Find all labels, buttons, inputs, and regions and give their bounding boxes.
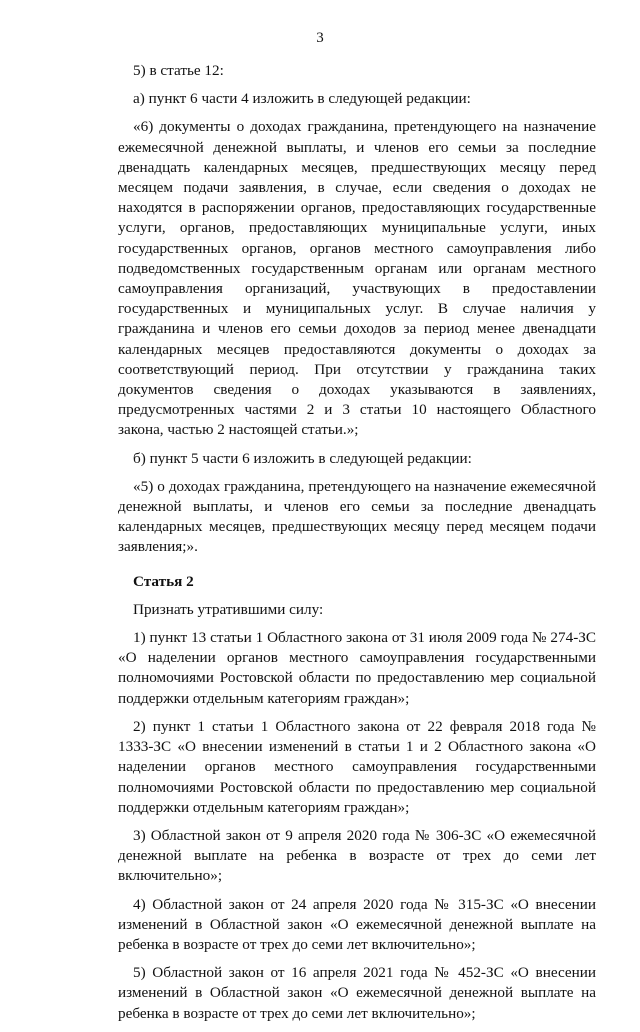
paragraph: 5) в статье 12: <box>133 62 224 79</box>
paragraph: Признать утратившими силу: <box>133 600 324 618</box>
list-item: 2) пункт 1 статьи 1 Областного закона от 22 февраля 2018 года № 1333-ЗС «О внесении изменений в статьи 1 и 2 Областного закона «О наделении органов местного самоуправления государственными полномочиями Ростовской области по предоставлению мер социальной поддержки отдельным категориям граждан»; <box>118 717 596 816</box>
list-item: 5) Областной закон от 16 апреля 2021 года № 452-ЗС «О внесении изменений в Областной закон «О ежемесячной денежной выплате на ребенка в возрасте от трех до семи лет включительно»; <box>118 964 596 1022</box>
list-item: 1) пункт 13 статьи 1 Областного закона от 31 июля 2009 года № 274-ЗС «О наделении органов местного самоуправления государственными полномочиями Ростовской области по предоставлению мер социальной поддержки отдельным категориям граждан»; <box>118 629 596 707</box>
paragraph: б) пункт 5 части 6 изложить в следующей редакции: <box>133 449 472 467</box>
paragraph: «5) о доходах гражданина, претендующего на назначение ежемесячной денежной выплаты, и членов его семьи за последние двенадцать календарных месяцев, предшествующих месяцу перед месяцем подачи заявления;». <box>118 477 596 556</box>
list-item: 4) Областной закон от 24 апреля 2020 года № 315-ЗС «О внесении изменений в Областной закон «О ежемесячной денежной выплате на ребенка в возрасте от трех до семи лет включительно»; <box>118 895 596 953</box>
document-body <box>118 61 596 1032</box>
list-item: 3) Областной закон от 9 апреля 2020 года № 306-ЗС «О ежемесячной денежной выплате на ребенка в возрасте от трех до семи лет включительно»; <box>118 826 596 885</box>
paragraph: а) пункт 6 части 4 изложить в следующей редакции: <box>133 90 471 108</box>
page-number: 3 <box>316 30 324 46</box>
paragraph: «6) документы о доходах гражданина, претендующего на назначение ежемесячной денежной выплаты, и членов его семьи за последние двенадцать календарных месяцев, предшествующих месяцу перед месяцем подачи заявления, в случае, если сведения о доходах не находятся в распоряжении органов, предоставляющих государственные услуги, органов, предоставляющих муниципальные услуги, иных государственных органов, органов местного самоуправления либо подведомственных государственным органам или органам местного самоуправления организаций, участвующих в предоставлении государственных и муниципальных услуг. В случае наличия у гражданина и членов его семьи доходов за период менее двенадцати календарных месяцев предоставляются документы о доходах за соответствующий период. При отсутствии у гражданина таких документов сведения о доходах указываются в заявлениях, предусмотренных частями 2 и 3 статьи 10 настоящего Областного закона, частью 2 настоящей статьи.»; <box>118 118 596 439</box>
article-heading: Статья 2 <box>133 572 194 590</box>
